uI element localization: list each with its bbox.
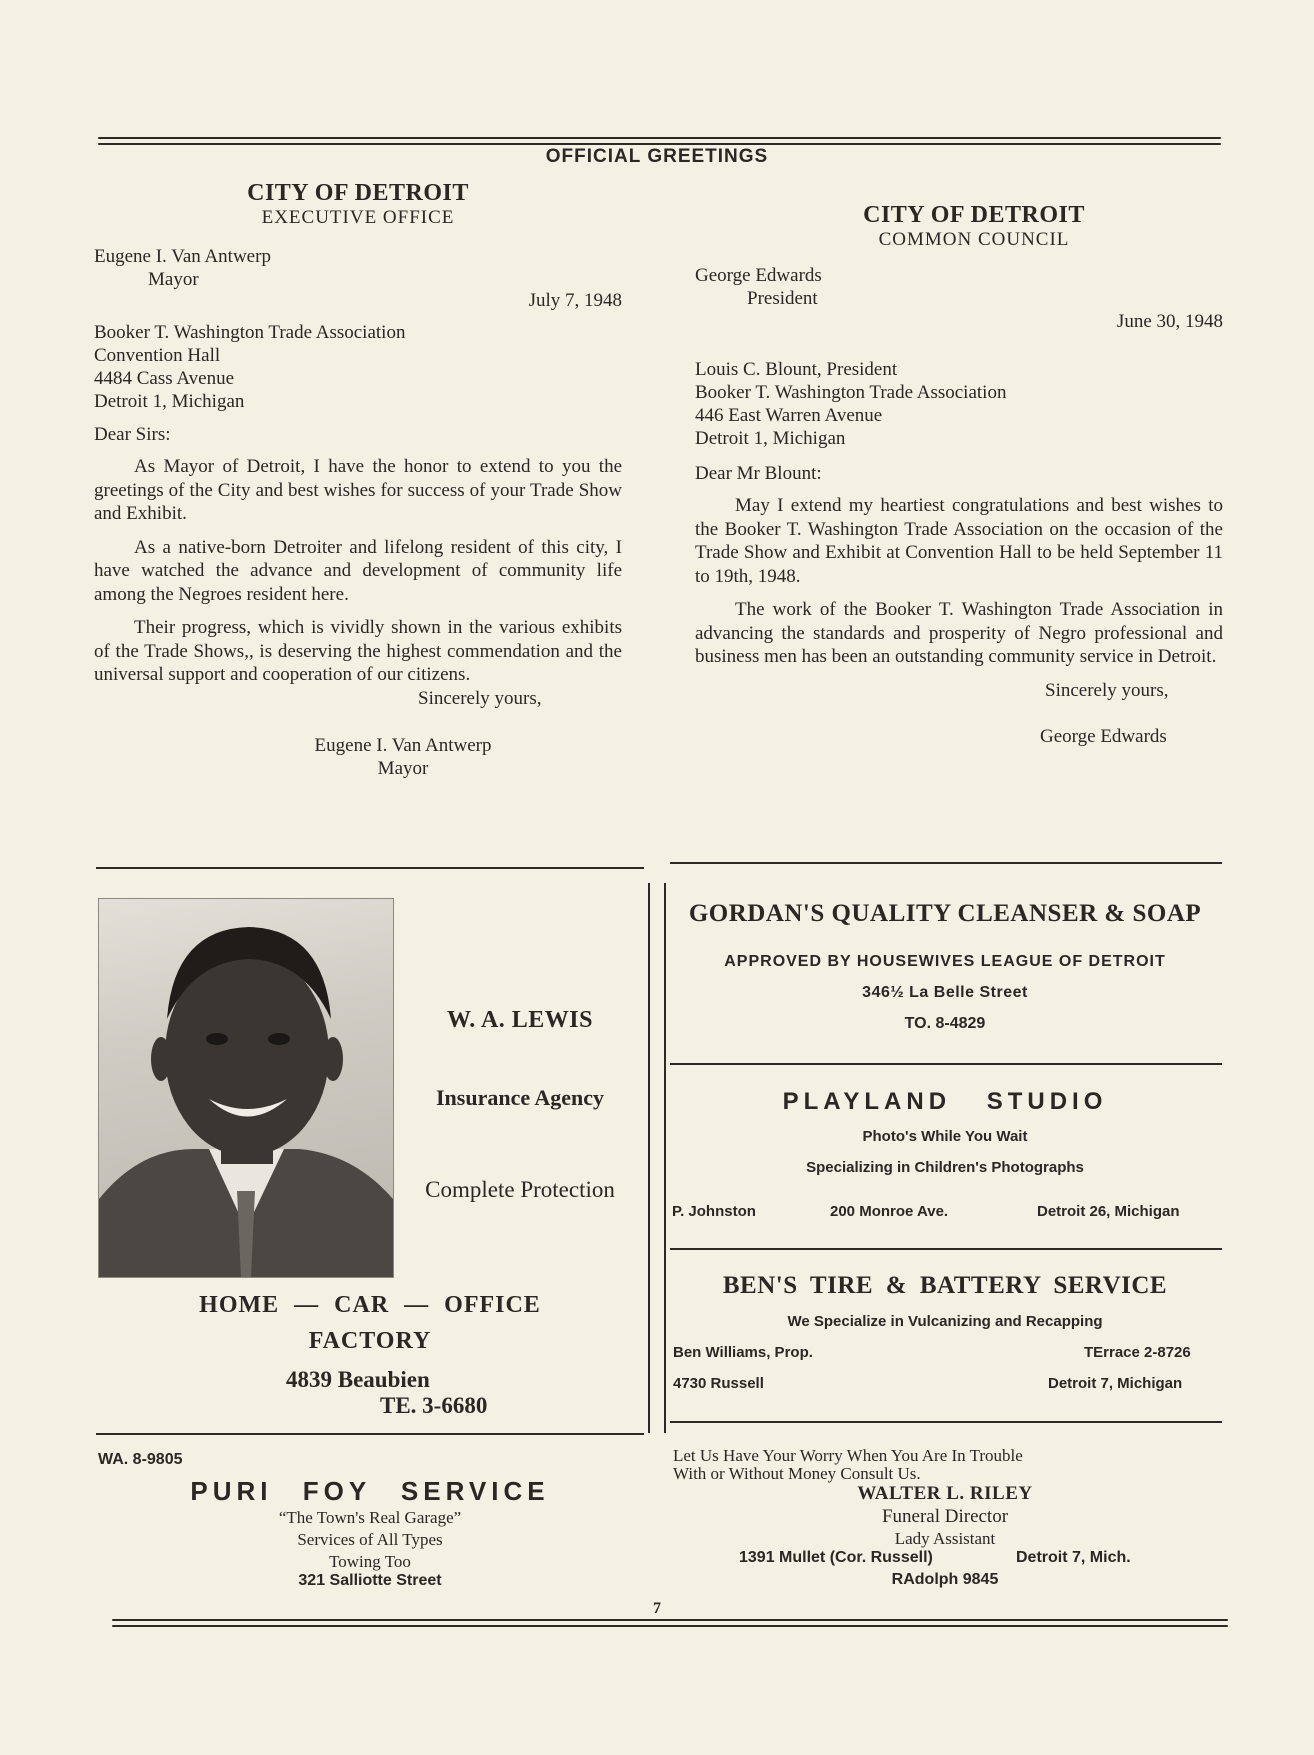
gordan-name: GORDAN'S QUALITY CLEANSER & SOAP: [688, 900, 1202, 927]
divider: [96, 1433, 644, 1435]
purifoy-name: PURI FOY SERVICE: [190, 1476, 550, 1506]
section-title: OFFICIAL GREETINGS: [545, 146, 769, 167]
closing: Sincerely yours,: [418, 687, 542, 709]
divider: [670, 1421, 1222, 1423]
divider: [670, 862, 1222, 864]
riley-name: WALTER L. RILEY: [857, 1483, 1033, 1504]
divider: [670, 1063, 1222, 1065]
address-line: Convention Hall: [94, 345, 221, 366]
letter-paragraph: The work of the Booker T. Washington Trade Association in advancing the standards and prosperity of Negro professional and business men has been an outstanding community service in Detroit.: [695, 599, 1223, 667]
letter-date: July 7, 1948: [528, 290, 622, 311]
lewis-services-2: FACTORY: [308, 1328, 432, 1354]
bottom-rule: [112, 1619, 1228, 1631]
letter-paragraph: As a native-born Detroiter and lifelong resident of this city, I have watched the advance and development of community life among the Negroes resident here.: [94, 536, 622, 605]
column-divider: [648, 883, 650, 1433]
address-line: Detroit 1, Michigan: [695, 428, 846, 449]
gordan-approved: APPROVED BY HOUSEWIVES LEAGUE OF DETROIT: [724, 953, 1166, 970]
purifoy-phone: WA. 8-9805: [98, 1451, 183, 1468]
letter-paragraph: Their progress, which is vividly shown in the various exhibits of the Trade Shows,, is deserving the highest commendation and the universal support and cooperation of our citizens.: [94, 617, 622, 685]
address-line: Louis C. Blount, President: [695, 359, 898, 380]
bens-address: 4730 Russell: [673, 1375, 764, 1392]
page-number: 7: [653, 1600, 661, 1617]
address-line: 4484 Cass Avenue: [94, 368, 235, 389]
bens-owner: Ben Williams, Prop.: [673, 1344, 813, 1361]
playland-city: Detroit 26, Michigan: [1037, 1203, 1180, 1220]
riley-assistant: Lady Assistant: [894, 1529, 996, 1548]
lewis-line2: Complete Protection: [425, 1177, 615, 1202]
address-line: 446 East Warren Avenue: [695, 405, 883, 426]
gordan-phone: TO. 8-4829: [904, 1015, 986, 1032]
riley-address: 1391 Mullet (Cor. Russell): [739, 1549, 933, 1566]
lewis-name: W. A. LEWIS: [446, 1007, 593, 1033]
lewis-address: 4839 Beaubien: [286, 1367, 430, 1392]
purifoy-line1: Services of All Types: [297, 1530, 443, 1549]
riley-line1: Let Us Have Your Worry When You Are In Trouble: [673, 1446, 1023, 1465]
recipient-address: [94, 321, 622, 413]
address-line: Detroit 1, Michigan: [94, 391, 245, 412]
playland-line1: Photo's While You Wait: [862, 1128, 1028, 1145]
playland-name: PLAYLAND STUDIO: [782, 1088, 1108, 1115]
lewis-line1: Insurance Agency: [435, 1085, 605, 1110]
lewis-services: HOME — CAR — OFFICE: [199, 1292, 541, 1318]
closing: Sincerely yours,: [1045, 679, 1169, 701]
bens-name: BEN'S TIRE & BATTERY SERVICE: [722, 1272, 1168, 1299]
lewis-phone: TE. 3-6680: [380, 1393, 488, 1418]
riley-line2: With or Without Money Consult Us.: [673, 1464, 921, 1483]
divider: [96, 867, 644, 869]
playland-contact: P. Johnston: [672, 1203, 756, 1220]
riley-phone: RAdolph 9845: [891, 1571, 999, 1588]
salutation: Dear Mr Blount:: [695, 463, 822, 484]
letter-org: CITY OF DETROIT: [863, 202, 1085, 228]
sender-name: Eugene I. Van Antwerp: [94, 246, 271, 267]
recipient-address: [695, 358, 1223, 450]
signature-name: George Edwards: [1040, 725, 1167, 747]
portrait-icon: [99, 899, 393, 1277]
bens-tagline: We Specialize in Vulcanizing and Recapping: [787, 1313, 1103, 1330]
gordan-address: 346½ La Belle Street: [862, 984, 1028, 1001]
portrait-photo: [98, 898, 394, 1278]
sender-title: Mayor: [148, 269, 199, 290]
address-line: Booker T. Washington Trade Association: [94, 322, 406, 343]
purifoy-address: 321 Salliotte Street: [298, 1572, 442, 1589]
letter-council: [695, 202, 1223, 748]
sender-name: George Edwards: [695, 265, 822, 286]
playland-address: 200 Monroe Ave.: [830, 1203, 949, 1220]
signature-title: Mayor: [377, 757, 429, 779]
salutation: Dear Sirs:: [94, 424, 171, 445]
divider: [670, 1248, 1222, 1250]
playland-line2: Specializing in Children's Photographs: [806, 1159, 1084, 1176]
bens-city: Detroit 7, Michigan: [1048, 1375, 1183, 1392]
purifoy-slogan: “The Town's Real Garage”: [278, 1508, 462, 1527]
letter-dept: COMMON COUNCIL: [878, 229, 1070, 250]
bens-phone: TErrace 2-8726: [1084, 1344, 1191, 1361]
letter-dept: EXECUTIVE OFFICE: [261, 207, 455, 228]
riley-title: Funeral Director: [881, 1506, 1009, 1527]
letter-mayor: [94, 180, 622, 780]
letter-date: June 30, 1948: [1116, 311, 1223, 332]
letter-paragraph: May I extend my heartiest congratulations and best wishes to the Booker T. Washington Trade Association on the occasion of the Trade Show and Exhibit at Convention Hall to be held September 11 to 19th, 1948.: [695, 495, 1223, 587]
letter-paragraph: As Mayor of Detroit, I have the honor to extend to you the greetings of the City and best wishes for success of your Trade Show and Exhibit.: [94, 456, 622, 524]
letter-org: CITY OF DETROIT: [247, 180, 469, 206]
address-line: Booker T. Washington Trade Association: [695, 382, 1007, 403]
purifoy-line2: Towing Too: [329, 1552, 411, 1571]
sender-title: President: [747, 288, 818, 309]
riley-city: Detroit 7, Mich.: [1016, 1549, 1131, 1566]
signature-name: Eugene I. Van Antwerp: [314, 734, 492, 756]
